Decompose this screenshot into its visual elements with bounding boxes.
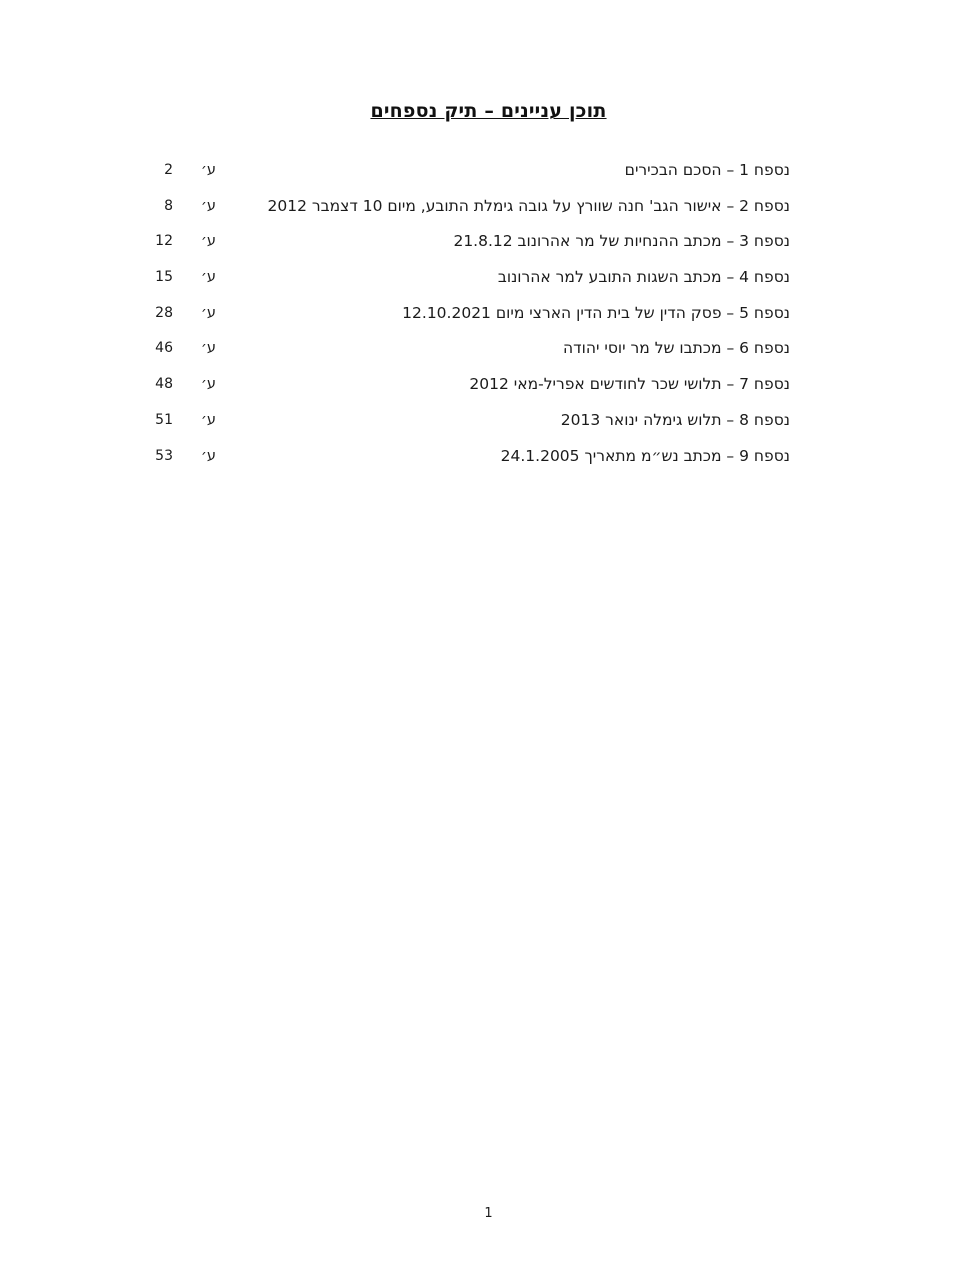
- toc-entry-label: נספח 6 – מכתבו של מר יוסי יהודה: [563, 339, 790, 358]
- toc-entry-pageref: [153, 162, 216, 178]
- toc-entry-page-number: 51: [155, 411, 173, 428]
- footer-page-number: 1: [484, 1206, 493, 1221]
- toc-entry-pageref: [153, 305, 216, 321]
- toc-entry-label: נספח 5 – פסק הדין של בית הדין הארצי מיום 12.10.2021: [402, 303, 790, 322]
- toc-entry: [153, 228, 790, 264]
- toc-entry-label: נספח 1 – הסכם הבכירים: [624, 161, 790, 179]
- toc-entry-pageref: [153, 412, 216, 428]
- toc-entry-pageref: [153, 198, 216, 214]
- toc-entry-page-marker: ע׳: [200, 269, 216, 286]
- toc-entry-page-number: 12: [155, 233, 173, 250]
- toc-entry-page-number: 53: [155, 447, 173, 464]
- toc-entry-label: נספח 7 – תלושי שכר לחודשים אפריל-מאי 2012: [469, 375, 790, 394]
- toc-entry-label: נספח 8 – תלוש גימלה ינואר 2013: [560, 410, 790, 429]
- toc-entry-page-number: 15: [155, 269, 173, 286]
- toc-list: [153, 157, 790, 478]
- toc-entry-page-number: 8: [164, 197, 173, 214]
- toc-entry-pageref: [153, 269, 216, 285]
- toc-entry-page-marker: ע׳: [200, 376, 216, 393]
- toc-entry-page-number: 28: [155, 304, 173, 321]
- toc-entry-label: נספח 9 – מכתב נש״מ מתאריך 24.1.2005: [500, 446, 790, 465]
- toc-entry-label: נספח 2 – אישור הגב' חנה שוורץ על גובה גימלת התובע, מיום 10 דצמבר 2012: [267, 196, 790, 215]
- toc-entry-label: נספח 4 – מכתב השגות התובע למר אהרונוב: [497, 268, 790, 287]
- toc-entry: [153, 300, 790, 336]
- toc-entry-page-number: 2: [164, 162, 173, 178]
- toc-entry-page-number: 48: [155, 376, 173, 393]
- toc-entry-page-marker: ע׳: [200, 447, 216, 464]
- toc-entry: [153, 407, 790, 443]
- toc-entry: [153, 264, 790, 300]
- page-title: תוכן עניינים – תיק נספחים: [370, 100, 607, 122]
- toc-entry-page-marker: ע׳: [200, 411, 216, 428]
- toc-entry-label: נספח 3 – מכתב ההנחיות של מר אהרונוב 21.8.12: [453, 232, 790, 251]
- toc-entry-page-marker: ע׳: [200, 304, 216, 321]
- toc-entry-page-marker: ע׳: [200, 340, 216, 357]
- toc-entry-page-marker: ע׳: [200, 197, 216, 214]
- toc-entry: [153, 371, 790, 407]
- toc-entry-pageref: [153, 233, 216, 249]
- toc-entry-page-marker: ע׳: [200, 162, 216, 178]
- toc-entry-pageref: [153, 340, 216, 356]
- toc-entry: [153, 443, 790, 479]
- toc-entry-pageref: [153, 448, 216, 464]
- toc-entry-page-marker: ע׳: [200, 233, 216, 250]
- toc-entry-pageref: [153, 376, 216, 392]
- toc-entry: [153, 157, 790, 193]
- toc-entry-page-number: 46: [155, 340, 173, 357]
- toc-entry: [153, 193, 790, 229]
- toc-entry: [153, 335, 790, 371]
